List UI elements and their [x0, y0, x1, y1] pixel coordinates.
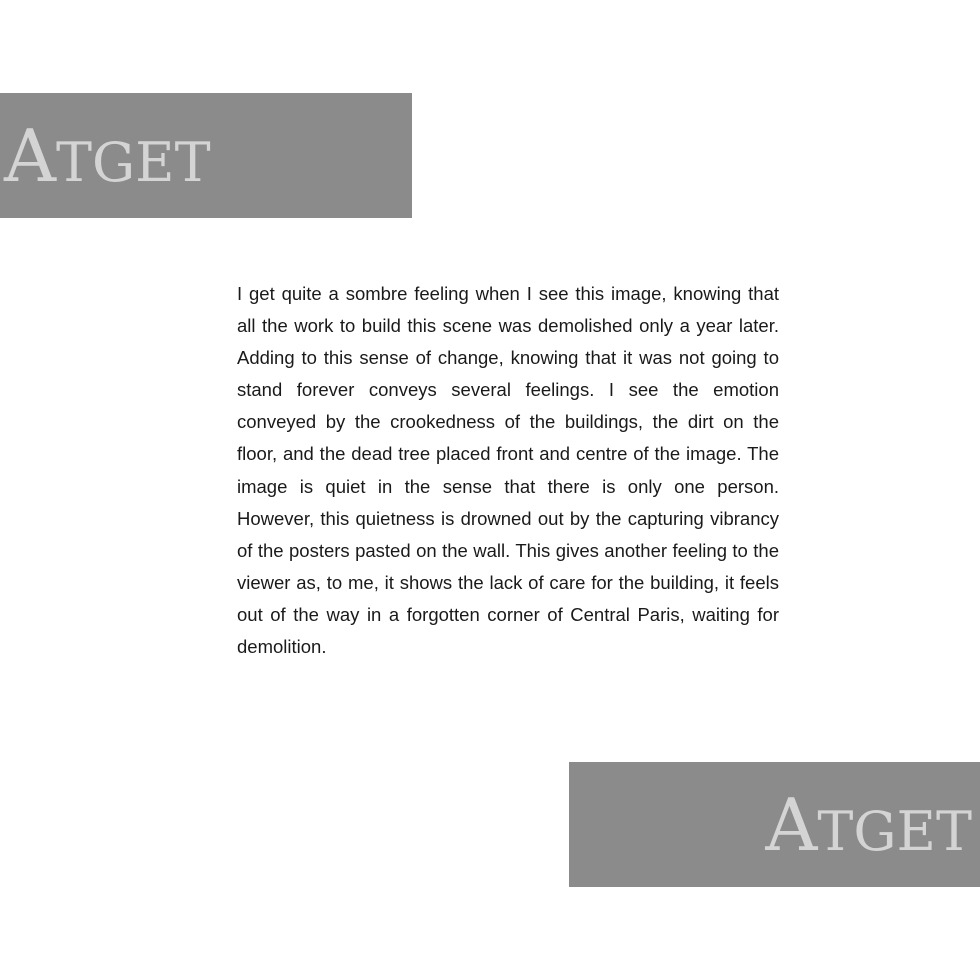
article-paragraph: I get quite a sombre feeling when I see this image, knowing that all the work to build this scene was demolished only a year later. Adding to this sense of change, knowing that it was not going to stand forever conveys several feelings. I see the emotion conveyed by the crookedness of the buildings, the dirt on the floor, and the dead tree placed front and centre of the image. The image is quiet in the sense that there is only one person. However, this quietness is drowned out by the capturing vibrancy of the posters pasted on the wall. This gives another feeling to the viewer as, to me, it shows the lack of care for the building, it feels out of the way in a forgotten corner of Central Paris, waiting for demolition. — [237, 283, 779, 658]
top-title-banner — [0, 93, 412, 218]
bottom-banner-title: ATGET — [765, 782, 972, 867]
bottom-title-banner — [569, 762, 980, 887]
top-banner-title: ATGET — [4, 113, 211, 198]
